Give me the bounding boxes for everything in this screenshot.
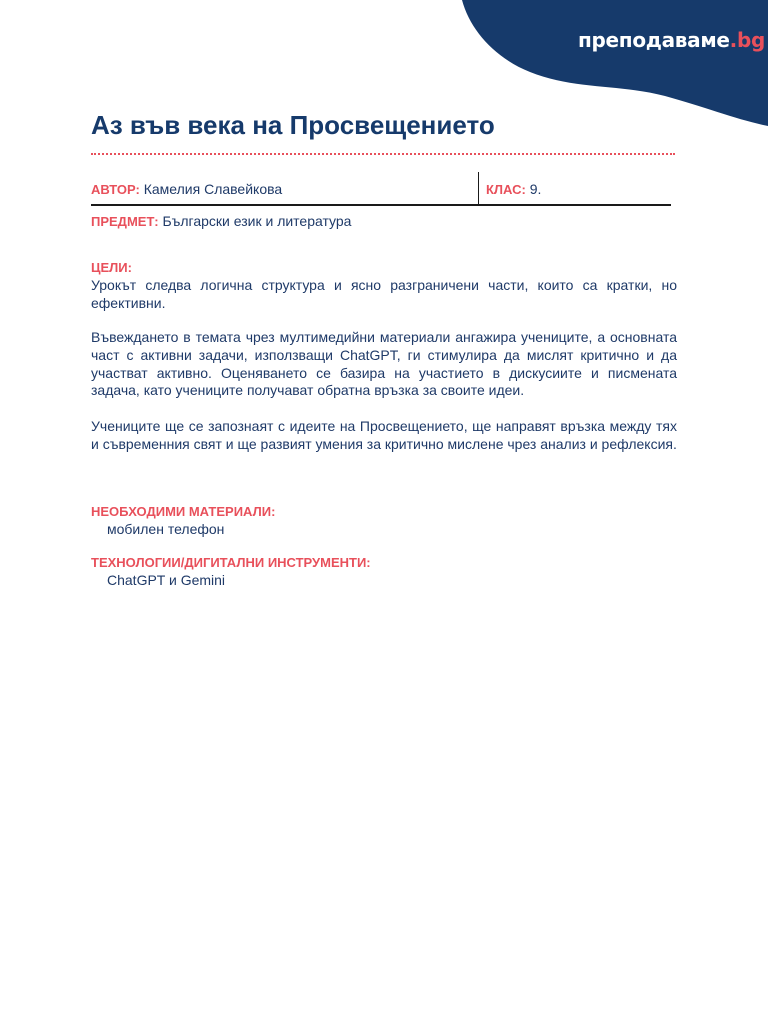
materials-heading: НЕОБХОДИМИ МАТЕРИАЛИ: — [91, 504, 276, 519]
logo-tld: .bg — [729, 28, 766, 52]
subject-label: ПРЕДМЕТ: — [91, 214, 159, 229]
author-value: Камелия Славейкова — [143, 181, 283, 197]
grade-value: 9. — [529, 181, 542, 197]
grade-label: КЛАС: — [486, 182, 526, 197]
table-cell-divider — [478, 172, 479, 204]
author-label: АВТОР: — [91, 182, 140, 197]
list-item: мобилен телефон — [107, 520, 225, 537]
materials-section — [91, 503, 677, 539]
author-cell — [91, 181, 282, 197]
goals-paragraph: Учениците ще се запознаят с идеите на Просвещението, ще направят връзка между тях и съвременния свят и ще развият умения за критично мислене чрез анализ и рефлексия. — [91, 418, 677, 452]
logo-text: преподаваме — [578, 28, 730, 52]
list-item: ChatGPT и Gemini — [107, 571, 226, 588]
tools-section — [91, 554, 677, 590]
goals-paragraph: Урокът следва логична структура и ясно разграничени части, които са кратки, но ефективни. — [91, 276, 677, 311]
subject-value: Български език и литература — [162, 213, 352, 229]
tools-heading: ТЕХНОЛОГИИ/ДИГИТАЛНИ ИНСТРУМЕНТИ: — [91, 555, 371, 570]
grade-cell — [486, 181, 541, 197]
site-logo[interactable] — [578, 28, 765, 52]
goals-heading: ЦЕЛИ: — [91, 260, 132, 275]
info-table-row — [91, 172, 671, 206]
subject-row — [91, 213, 351, 229]
goals-section-part3 — [91, 418, 677, 454]
goals-section-part2 — [91, 329, 677, 400]
goals-section — [91, 259, 677, 312]
page-title: Аз във века на Просвещението — [91, 110, 495, 140]
title-divider — [91, 153, 675, 155]
goals-paragraph: Въвеждането в темата чрез мултимедийни материали ангажира учениците, а основната част с активни задачи, използващи ChatGPT, ги стимулира да мислят критично и да участват активно. Оценяването се базира на участието в дискусиите и писмената задача, като учениците получават обратна връзка за своите идеи. — [91, 329, 677, 399]
